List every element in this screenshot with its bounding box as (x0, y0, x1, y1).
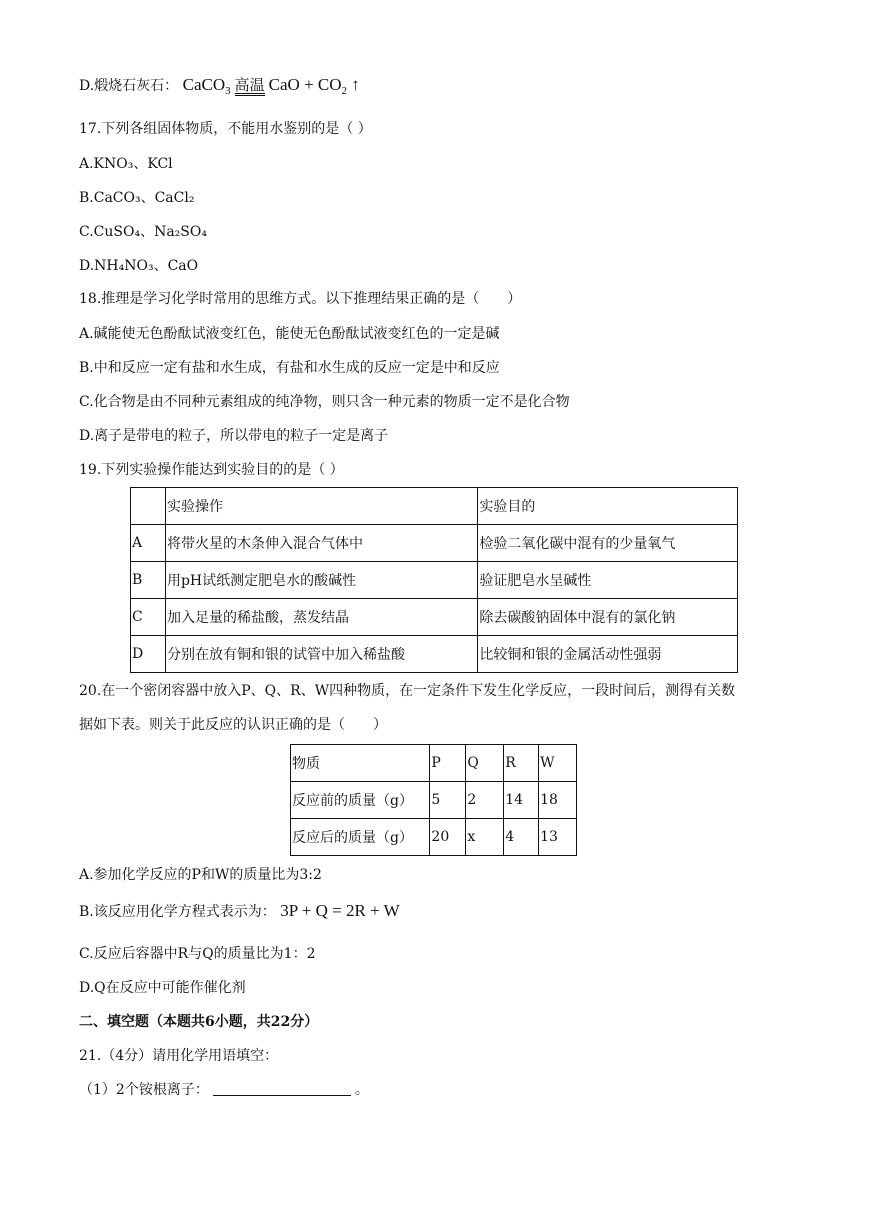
table-cell: 14 (504, 782, 539, 819)
q18-option-c: C.化合物是由不同种元素组成的纯净物，则只含一种元素的物质一定不是化合物 (79, 394, 570, 410)
table-cell: B (131, 562, 166, 599)
section-heading: 二、填空题（本题共6小题，共22分） (79, 1014, 319, 1030)
table-cell (131, 488, 166, 525)
table-cell: 13 (539, 819, 577, 856)
table-cell: Q (466, 745, 504, 782)
table-cell: 比较铜和银的金属活动性强弱 (478, 636, 738, 673)
table-cell: 加入足量的稀盐酸，蒸发结晶 (165, 599, 477, 636)
table-row (131, 599, 738, 636)
q20-table (290, 744, 577, 856)
q17-option-d: D.NH₄NO₃、CaO (79, 258, 199, 274)
formula-caco3: CaCO (182, 75, 226, 94)
q21-item-1 (79, 1081, 369, 1099)
equation (182, 75, 360, 97)
table-cell: x (466, 819, 504, 856)
q17-option-c: C.CuSO₄、Na₂SO₄ (79, 224, 207, 240)
table-cell: 验证肥皂水呈碱性 (478, 562, 738, 599)
punctuation: 。 (354, 1082, 369, 1098)
answer-blank[interactable] (213, 1081, 351, 1096)
q17-stem: 17.下列各组固体物质，不能用水鉴别的是（ ） (79, 121, 372, 137)
table-header-row (131, 488, 738, 525)
q20-option-d: D.Q在反应中可能作催化剂 (79, 980, 246, 996)
table-row (131, 636, 738, 673)
table-row (291, 819, 577, 856)
table-cell: 实验操作 (165, 488, 477, 525)
q16-option-d (79, 76, 360, 100)
q20-option-a: A.参加化学反应的P和W的质量比为3:2 (79, 867, 322, 883)
table-cell: 5 (430, 782, 466, 819)
q19-table (130, 487, 738, 673)
q18-option-d: D.离子是带电的粒子，所以带电的粒子一定是离子 (79, 428, 389, 444)
table-cell: 将带火星的木条伸入混合气体中 (165, 525, 477, 562)
table-cell: 除去碳酸钠固体中混有的氯化钠 (478, 599, 738, 636)
table-cell: 用pH试纸测定肥皂水的酸碱性 (165, 562, 477, 599)
table-cell: 反应后的质量（g） (291, 819, 430, 856)
formula-products: CaO + CO (268, 75, 342, 94)
gas-arrow-icon: ↑ (351, 75, 360, 94)
table-cell: W (539, 745, 577, 782)
table-cell: 4 (504, 819, 539, 856)
q20-option-c: C.反应后容器中R与Q的质量比为1：2 (79, 946, 316, 962)
q18-option-b: B.中和反应一定有盐和水生成，有盐和水生成的反应一定是中和反应 (79, 360, 500, 376)
table-header-row (291, 745, 577, 782)
equation: 3P + Q = 2R + W (280, 901, 400, 920)
table-cell: 2 (466, 782, 504, 819)
option-label: D.煅烧石灰石： (79, 78, 179, 94)
table-cell: 分别在放有铜和银的试管中加入稀盐酸 (165, 636, 477, 673)
table-cell: 18 (539, 782, 577, 819)
table-row (131, 525, 738, 562)
q20-option-b (79, 902, 400, 921)
item-label: （1）2个铵根离子： (79, 1082, 209, 1098)
q18-stem: 18.推理是学习化学时常用的思维方式。以下推理结果正确的是（ ） (79, 291, 522, 307)
table-cell: 20 (430, 819, 466, 856)
table-cell: P (430, 745, 466, 782)
subscript: 2 (341, 85, 348, 97)
table-cell: 检验二氧化碳中混有的少量氧气 (478, 525, 738, 562)
option-label: B.该反应用化学方程式表示为： (79, 904, 276, 920)
table-cell: R (504, 745, 539, 782)
q18-option-a: A.碱能使无色酚酞试液变红色，能使无色酚酞试液变红色的一定是碱 (79, 326, 500, 342)
reaction-condition: 高温 (234, 76, 265, 94)
q17-option-b: B.CaCO₃、CaCl₂ (79, 190, 195, 206)
subscript: 3 (225, 85, 231, 97)
q20-stem-line1: 20.在一个密闭容器中放入P、Q、R、W四种物质，在一定条件下发生化学反应，一段时间后，测得有关数 (79, 683, 736, 699)
q19-stem: 19.下列实验操作能达到实验目的的是（ ） (79, 462, 344, 478)
table-cell: D (131, 636, 166, 673)
table-cell: 反应前的质量（g） (291, 782, 430, 819)
table-row (291, 782, 577, 819)
table-cell: A (131, 525, 166, 562)
table-cell: 物质 (291, 745, 430, 782)
q21-stem: 21.（4分）请用化学用语填空： (79, 1048, 279, 1064)
table-cell: 实验目的 (478, 488, 738, 525)
table-row (131, 562, 738, 599)
q20-stem-line2: 据如下表。则关于此反应的认识正确的是（ ） (79, 717, 387, 733)
table-cell: C (131, 599, 166, 636)
q17-option-a: A.KNO₃、KCl (79, 156, 173, 172)
